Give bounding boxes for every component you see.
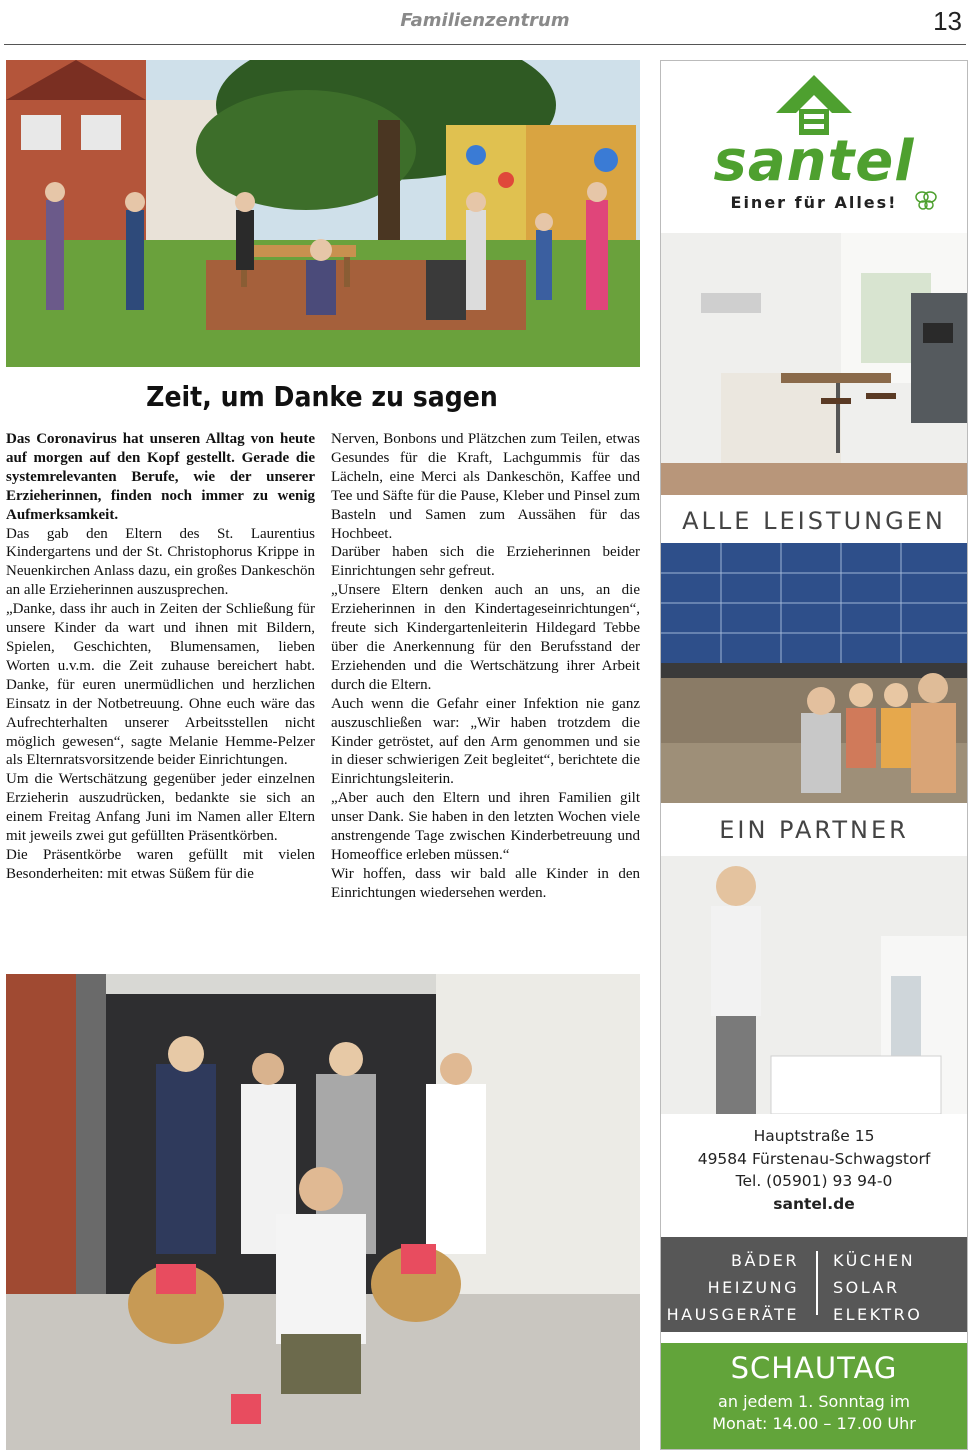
ad-heading-partner: EIN PARTNER (719, 816, 909, 844)
schautag-title: SCHAUTAG (730, 1351, 898, 1385)
article-paragraph: „Unsere Eltern denken auch an uns, an die Erzieherinnen in den Kindertageseinrichtungen“, freute sich Kindergartenleiterin Hildegard Tebbe über die Anerkennung für den Berufsstand der Erziehenden und die Wertschätzung ihrer Arbeit durch die Eltern. (331, 582, 640, 693)
article-paragraph: Darüber haben sich die Erzieherinnen beider Einrichtungen sehr gefreut. (331, 544, 640, 580)
header-rule (4, 44, 966, 45)
service-item: BÄDER (731, 1251, 799, 1270)
article-paragraph: Auch wenn die Gefahr einer Infektion nie ganz auszuschließen war: „Wir haben trotzdem die Kinder getröstet, auf den Arm genommen und sie in dieser schwierigen Zeit begleitet“, berichtete die Einrichtungsleiterin. (331, 695, 640, 788)
ad-heading-services: ALLE LEISTUNGEN (682, 507, 946, 535)
article-paragraph: „Danke, dass ihr auch in Zeiten der Schließung für unsere Kinder da wart und ihnen mit Bildern, Spielen, Geschichten, Blumensamen, lieben Worten u.v.m. die Zeit zuhause bereichert habt. Danke, für euren unermüdlichen und herzlichen Einsatz in der Notbetreuung. Ohne euch wäre das Aufrechterhalten unserer Arbeitsstellen nicht möglich gewesen“, sagte Melanie Hemme-Pelzer als Elternratsvorsitzende beider Einrichtungen. (6, 601, 315, 769)
article-paragraph: „Aber auch den Eltern und ihren Familien gilt unser Dank. Sie haben in den letzten Wochen viele anstrengende Tage zwischen Kinderbetreuung und Homeoffice erleben müssen.“ (331, 790, 640, 863)
services-right (833, 1247, 922, 1328)
article-lead: Das Coronavirus hat unseren Alltag von heute auf morgen auf den Kopf gestellt. Gerade die systemrelevanten Berufe, wie der unserer Erzieherinnen, finden noch immer zu wenig Aufmerksamkeit. (6, 431, 315, 523)
article-paragraph: Die Präsentkörbe waren gefüllt mit vielen Besonderheiten: mit etwas Süßem für die (6, 846, 315, 882)
page-header (0, 0, 970, 48)
article-headline: Zeit, um Danke zu sagen (146, 380, 498, 413)
phone-number: Tel. (05901) 93 94-0 (735, 1172, 893, 1190)
services-box (661, 1237, 967, 1332)
article-column-right (331, 430, 640, 903)
bathroom-image (661, 856, 967, 1114)
article-column-left (6, 430, 315, 884)
article-paragraph: Das gab den Eltern des St. Laurentius Kindergartens und der St. Christophorus Krippe in Neuenkirchen Anlass dazu, ein großes Dankeschön an alle Erzieherinnen auszusprechen. (6, 525, 315, 599)
address-street: Hauptstraße 15 (753, 1127, 875, 1145)
santel-advertisement (660, 60, 968, 1450)
solar-family-image (661, 543, 967, 803)
kitchen-image (661, 233, 967, 495)
website-link[interactable]: santel.de (773, 1194, 855, 1213)
service-item: KÜCHEN (833, 1251, 916, 1270)
section-name: Familienzentrum (400, 10, 570, 31)
contact-info (661, 1125, 967, 1215)
schautag-text (661, 1391, 967, 1435)
article-paragraph: Nerven, Bonbons und Plätzchen zum Teilen, etwas Gesundes für die Kraft, Lachgummis für das Lächeln, eine Merci als Dankeschön, Kaffee und Tee und Säfte für die Pause, Kleber und Pinsel zum Basteln und Samen zum Aussähen für das Hochbeet. (331, 431, 640, 542)
schautag-banner (661, 1343, 967, 1449)
page-number: 13 (933, 6, 962, 36)
address-city: 49584 Fürstenau-Schwagstorf (697, 1149, 931, 1168)
service-item: HEIZUNG (707, 1278, 799, 1297)
butterfly-icon (915, 189, 937, 211)
services-divider (816, 1251, 818, 1315)
schautag-line: Monat: 14.00 – 17.00 Uhr (712, 1414, 916, 1433)
schautag-line: an jedem 1. Sonntag im (718, 1392, 910, 1411)
services-left (667, 1247, 799, 1328)
service-item: ELEKTRO (833, 1305, 923, 1324)
article-paragraph: Wir hoffen, dass wir bald alle Kinder in den Einrichtungen wiedersehen werden. (331, 865, 640, 901)
service-item: HAUSGERÄTE (666, 1305, 799, 1324)
article-paragraph: Um die Wertschätzung gegenüber jeder einzelnen Erzieherin auszudrücken, bedankte sie sich an einem Freitag Anfang Juni im Namen aller Eltern mit jeweils zwei gut gefüllten Präsentkörben. (6, 771, 315, 845)
brand-tagline: Einer für Alles! (730, 193, 898, 212)
santel-logo (661, 61, 967, 233)
educators-photo-entrance (6, 974, 640, 1450)
group-photo-garden (6, 60, 640, 367)
brand-name: santel (713, 129, 915, 194)
service-item: SOLAR (833, 1278, 900, 1297)
